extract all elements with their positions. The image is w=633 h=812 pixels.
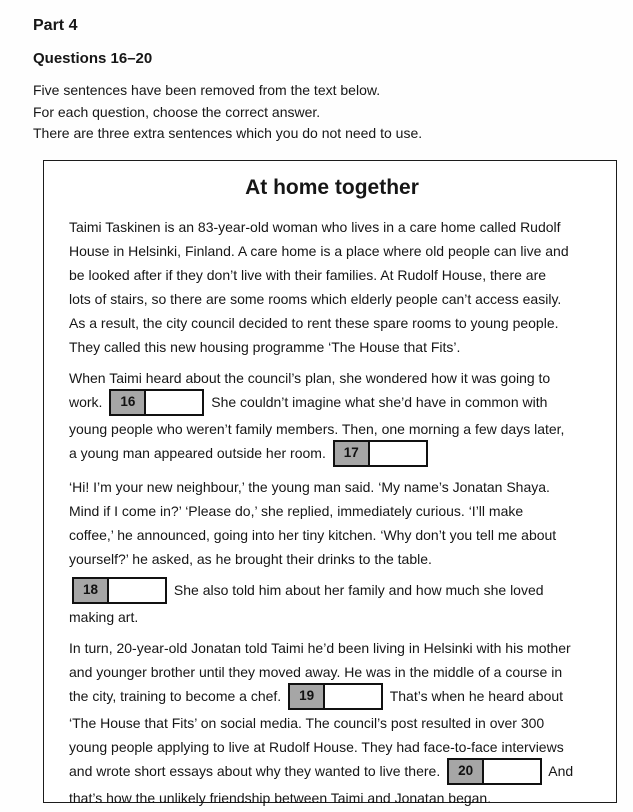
passage-line bbox=[69, 311, 595, 335]
passage-line bbox=[69, 711, 595, 735]
gap-20 bbox=[447, 758, 542, 785]
passage-text: young people who weren’t family members. Then, one morning a few days later, bbox=[69, 420, 565, 437]
passage-text: She also told him about her family and how much she loved bbox=[170, 581, 544, 598]
gap-16 bbox=[109, 389, 204, 416]
gap-19 bbox=[288, 683, 383, 710]
passage-text: ‘Hi! I’m your new neighbour,’ the young man said. ‘My name’s Jonatan Shaya. bbox=[69, 478, 550, 495]
instructions bbox=[33, 80, 617, 145]
passage-text: As a result, the city council decided to rent these spare rooms to young people. bbox=[69, 314, 559, 331]
passage-line bbox=[69, 759, 595, 786]
instruction-line: For each question, choose the correct answer. bbox=[33, 103, 321, 120]
passage-text: Taimi Taskinen is an 83-year-old woman who lives in a care home called Rudolf bbox=[69, 218, 561, 235]
gap-number: 18 bbox=[74, 579, 109, 602]
passage-text: lots of stairs, so there are some rooms which elderly people can’t access easily. bbox=[69, 290, 562, 307]
passage-text: that’s how the unlikely friendship between Taimi and Jonatan began. bbox=[69, 789, 492, 806]
passage-line bbox=[69, 366, 595, 390]
passage-line bbox=[69, 390, 595, 417]
passage-line bbox=[69, 417, 595, 441]
gap-answer-blank[interactable] bbox=[325, 685, 381, 708]
passage-text: coffee,’ he announced, going into her tiny kitchen. ‘Why don’t you tell me about bbox=[69, 526, 557, 543]
passage-line bbox=[69, 547, 595, 571]
passage-box bbox=[43, 160, 617, 806]
gap-answer-blank[interactable] bbox=[109, 579, 165, 602]
passage-body bbox=[69, 215, 595, 810]
passage-line bbox=[69, 605, 595, 629]
passage-text: the city, training to become a chef. bbox=[69, 687, 286, 704]
passage-text: House in Helsinki, Finland. A care home is a place where old people can live and bbox=[69, 242, 569, 259]
passage-text: young people applying to live at Rudolf House. They had face-to-face interviews bbox=[69, 738, 564, 755]
gap-17 bbox=[333, 440, 428, 467]
passage-text: yourself?’ he asked, as he brought their drinks to the table. bbox=[69, 550, 432, 567]
passage-paragraph bbox=[69, 636, 595, 810]
passage-text: a young man appeared outside her room. bbox=[69, 444, 330, 461]
gap-number: 16 bbox=[111, 391, 146, 414]
passage-text: and younger brother until they moved away. He was in the middle of a course in bbox=[69, 663, 563, 680]
passage-line bbox=[69, 263, 595, 287]
passage-text: ‘The House that Fits’ on social media. The council’s post resulted in over 300 bbox=[69, 714, 545, 731]
instruction-line: There are three extra sentences which you do not need to use. bbox=[33, 125, 423, 141]
passage-text: And bbox=[545, 762, 574, 779]
passage-title: At home together bbox=[245, 175, 419, 199]
passage-text: In turn, 20-year-old Jonatan told Taimi he’d been living in Helsinki with his mother bbox=[69, 639, 571, 656]
passage-line bbox=[69, 499, 595, 523]
passage-line bbox=[69, 215, 595, 239]
passage-text: work. bbox=[69, 393, 107, 410]
gap-answer-blank[interactable] bbox=[484, 760, 540, 783]
questions-title: Questions 16–20 bbox=[33, 50, 153, 67]
passage-line bbox=[69, 523, 595, 547]
passage-text: They called this new housing programme ‘The House that Fits’. bbox=[69, 338, 461, 355]
gap-answer-blank[interactable] bbox=[146, 391, 202, 414]
passage-paragraph bbox=[69, 578, 595, 629]
gap-answer-blank[interactable] bbox=[370, 442, 426, 465]
passage-line bbox=[69, 287, 595, 311]
gap-18 bbox=[72, 577, 167, 604]
passage-text: When Taimi heard about the council’s plan, she wondered how it was going to bbox=[69, 369, 551, 386]
passage-text: be looked after if they don’t live with their families. At Rudolf House, there are bbox=[69, 266, 547, 283]
instruction-line: Five sentences have been removed from the text below. bbox=[33, 82, 381, 98]
passage-line bbox=[69, 441, 595, 468]
passage-paragraph bbox=[69, 215, 595, 359]
gap-number: 19 bbox=[290, 685, 325, 708]
part-title: Part 4 bbox=[33, 17, 78, 34]
passage-text: and wrote short essays about why they wanted to live there. bbox=[69, 762, 445, 779]
gap-number: 20 bbox=[449, 760, 484, 783]
passage-line bbox=[69, 475, 595, 499]
passage-line bbox=[69, 786, 595, 810]
passage-text: That’s when he heard about bbox=[386, 687, 564, 704]
passage-line bbox=[69, 660, 595, 684]
passage-paragraph bbox=[69, 366, 595, 468]
passage-text: She couldn’t imagine what she’d have in common with bbox=[207, 393, 548, 410]
passage-text: making art. bbox=[69, 608, 139, 625]
passage-line bbox=[69, 684, 595, 711]
passage-line bbox=[69, 578, 595, 605]
passage-line bbox=[69, 239, 595, 263]
passage-text: Mind if I come in?’ ‘Please do,’ she replied, immediately curious. ‘I’ll make bbox=[69, 502, 524, 519]
passage-line bbox=[69, 335, 595, 359]
passage-line bbox=[69, 735, 595, 759]
gap-number: 17 bbox=[335, 442, 370, 465]
passage-paragraph bbox=[69, 475, 595, 571]
passage-line bbox=[69, 636, 595, 660]
